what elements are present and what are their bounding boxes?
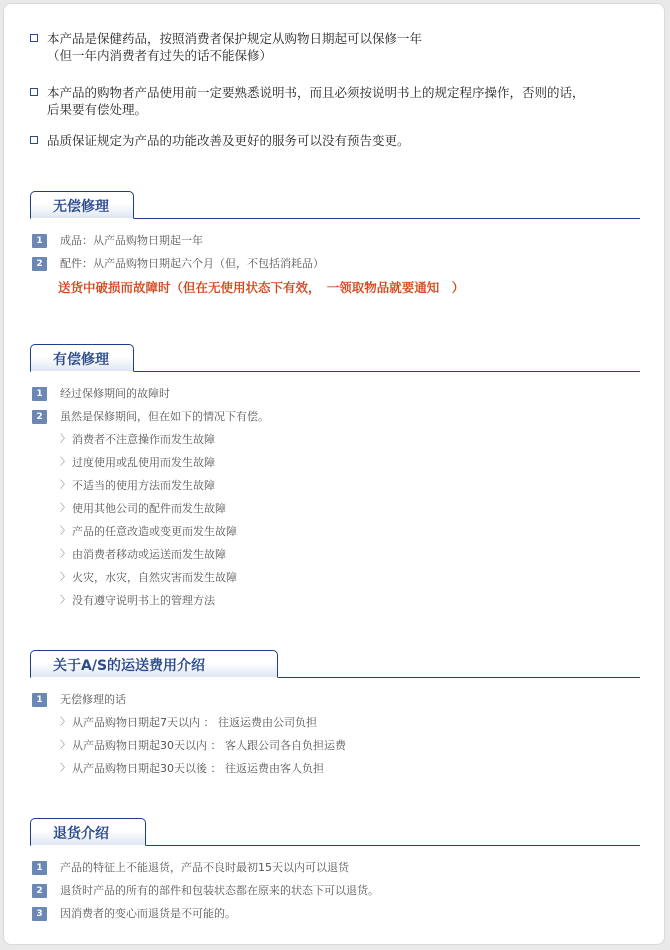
sub-item	[30, 761, 640, 784]
note-line: （但一年内消费者有过失的话不能保修）	[47, 48, 273, 63]
sub-item-text: 产品的任意改造或变更而发生故障	[72, 525, 237, 538]
number-badge: 1	[32, 387, 47, 401]
sub-item-text: 不适当的使用方法而发生故障	[72, 479, 215, 492]
sub-item	[30, 593, 640, 616]
paid-repair-list	[30, 386, 640, 616]
section-free-repair	[30, 188, 640, 295]
section-title: 退货介绍	[30, 818, 146, 846]
sub-item-text: 火灾，水灾，自然灾害而发生故障	[72, 571, 237, 584]
sub-item	[30, 478, 640, 501]
section-header	[30, 341, 640, 372]
chevron-right-icon: 〉	[60, 503, 70, 514]
chevron-right-icon: 〉	[60, 595, 70, 606]
chevron-right-icon: 〉	[60, 763, 70, 774]
chevron-right-icon: 〉	[60, 434, 70, 445]
sub-item	[30, 501, 640, 524]
shipping-list	[30, 692, 640, 784]
returns-list	[30, 860, 640, 929]
chevron-right-icon: 〉	[60, 572, 70, 583]
list-item-text: 配件：从产品购物日期起六个月（但，不包括消耗品）	[60, 257, 324, 270]
sub-item	[30, 715, 640, 738]
section-title: 关于A/S的运送费用介绍	[30, 650, 278, 678]
sub-item-text: 使用其他公司的配件而发生故障	[72, 502, 226, 515]
list-item-text: 无偿修理的话	[60, 693, 126, 706]
section-header	[30, 647, 640, 678]
note-line: 后果要有偿处理。	[47, 102, 148, 117]
number-badge: 3	[32, 907, 47, 921]
list-item	[30, 883, 640, 906]
sub-item-text: 没有遵守说明书上的管理方法	[72, 594, 215, 607]
sub-item	[30, 570, 640, 593]
section-returns	[30, 815, 640, 929]
sub-item-text: 从产品购物日期起7天以内 ： 往返运费由公司负担	[72, 716, 317, 729]
list-item-text: 因消费者的变心而退货是不可能的。	[60, 907, 236, 920]
sub-item	[30, 547, 640, 570]
number-badge: 2	[32, 884, 47, 898]
list-item-text: 退货时产品的所有的部件和包装状态都在原来的状态下可以退货。	[60, 884, 379, 897]
list-item	[30, 692, 640, 715]
square-bullet-icon	[30, 88, 38, 96]
sub-item-text: 过度使用或乱使用而发生故障	[72, 456, 215, 469]
note-line: 品质保证规定为产品的功能改善及更好的服务可以没有预告变更。	[47, 133, 410, 148]
sub-item	[30, 432, 640, 455]
list-item-text: 成品：从产品购物日期起一年	[60, 234, 203, 247]
section-shipping-fee	[30, 647, 640, 784]
chevron-right-icon: 〉	[60, 480, 70, 491]
free-repair-list	[30, 233, 640, 279]
section-header	[30, 188, 640, 219]
list-item	[30, 233, 640, 256]
list-item-text: 虽然是保修期间，但在如下的情况下有偿。	[60, 410, 269, 423]
list-item	[30, 906, 640, 929]
number-badge: 2	[32, 257, 47, 271]
note-item	[30, 132, 630, 149]
sub-item	[30, 738, 640, 761]
sub-item	[30, 524, 640, 547]
list-item	[30, 386, 640, 409]
sub-item-text: 消费者不注意操作而发生故障	[72, 433, 215, 446]
square-bullet-icon	[30, 136, 38, 144]
note-line: 本产品的购物者产品使用前一定要熟悉说明书，而且必须按说明书上的规定程序操作，否则的话，	[47, 85, 585, 100]
chevron-right-icon: 〉	[60, 526, 70, 537]
chevron-right-icon: 〉	[60, 549, 70, 560]
chevron-right-icon: 〉	[60, 457, 70, 468]
list-item	[30, 256, 640, 279]
sub-item	[30, 455, 640, 478]
sub-item-text: 从产品购物日期起30天以後 ： 往返运费由客人负担	[72, 762, 324, 775]
warranty-notes	[30, 30, 630, 149]
note-item	[30, 30, 630, 66]
chevron-right-icon: 〉	[60, 740, 70, 751]
list-item	[30, 860, 640, 883]
section-header	[30, 815, 640, 846]
number-badge: 1	[32, 693, 47, 707]
section-title: 无偿修理	[30, 191, 134, 219]
number-badge: 2	[32, 410, 47, 424]
sub-item-text: 从产品购物日期起30天以内 ： 客人跟公司各自负担运费	[72, 739, 346, 752]
number-badge: 1	[32, 861, 47, 875]
number-badge: 1	[32, 234, 47, 248]
square-bullet-icon	[30, 34, 38, 42]
list-item-text: 经过保修期间的故障时	[60, 387, 170, 400]
list-item	[30, 409, 640, 432]
sub-item-text: 由消费者移动或运送而发生故障	[72, 548, 226, 561]
transport-damage-notice: 送货中破损而故障时（但在无使用状态下有效， 一领取物品就要通知 ）	[58, 280, 465, 295]
chevron-right-icon: 〉	[60, 717, 70, 728]
list-item-text: 产品的特征上不能退货，产品不良时最初15天以内可以退货	[60, 861, 349, 874]
note-line: 本产品是保健药品，按照消费者保护规定从购物日期起可以保修一年	[47, 31, 423, 46]
section-title: 有偿修理	[30, 344, 134, 372]
section-paid-repair	[30, 341, 640, 616]
note-item	[30, 84, 630, 118]
